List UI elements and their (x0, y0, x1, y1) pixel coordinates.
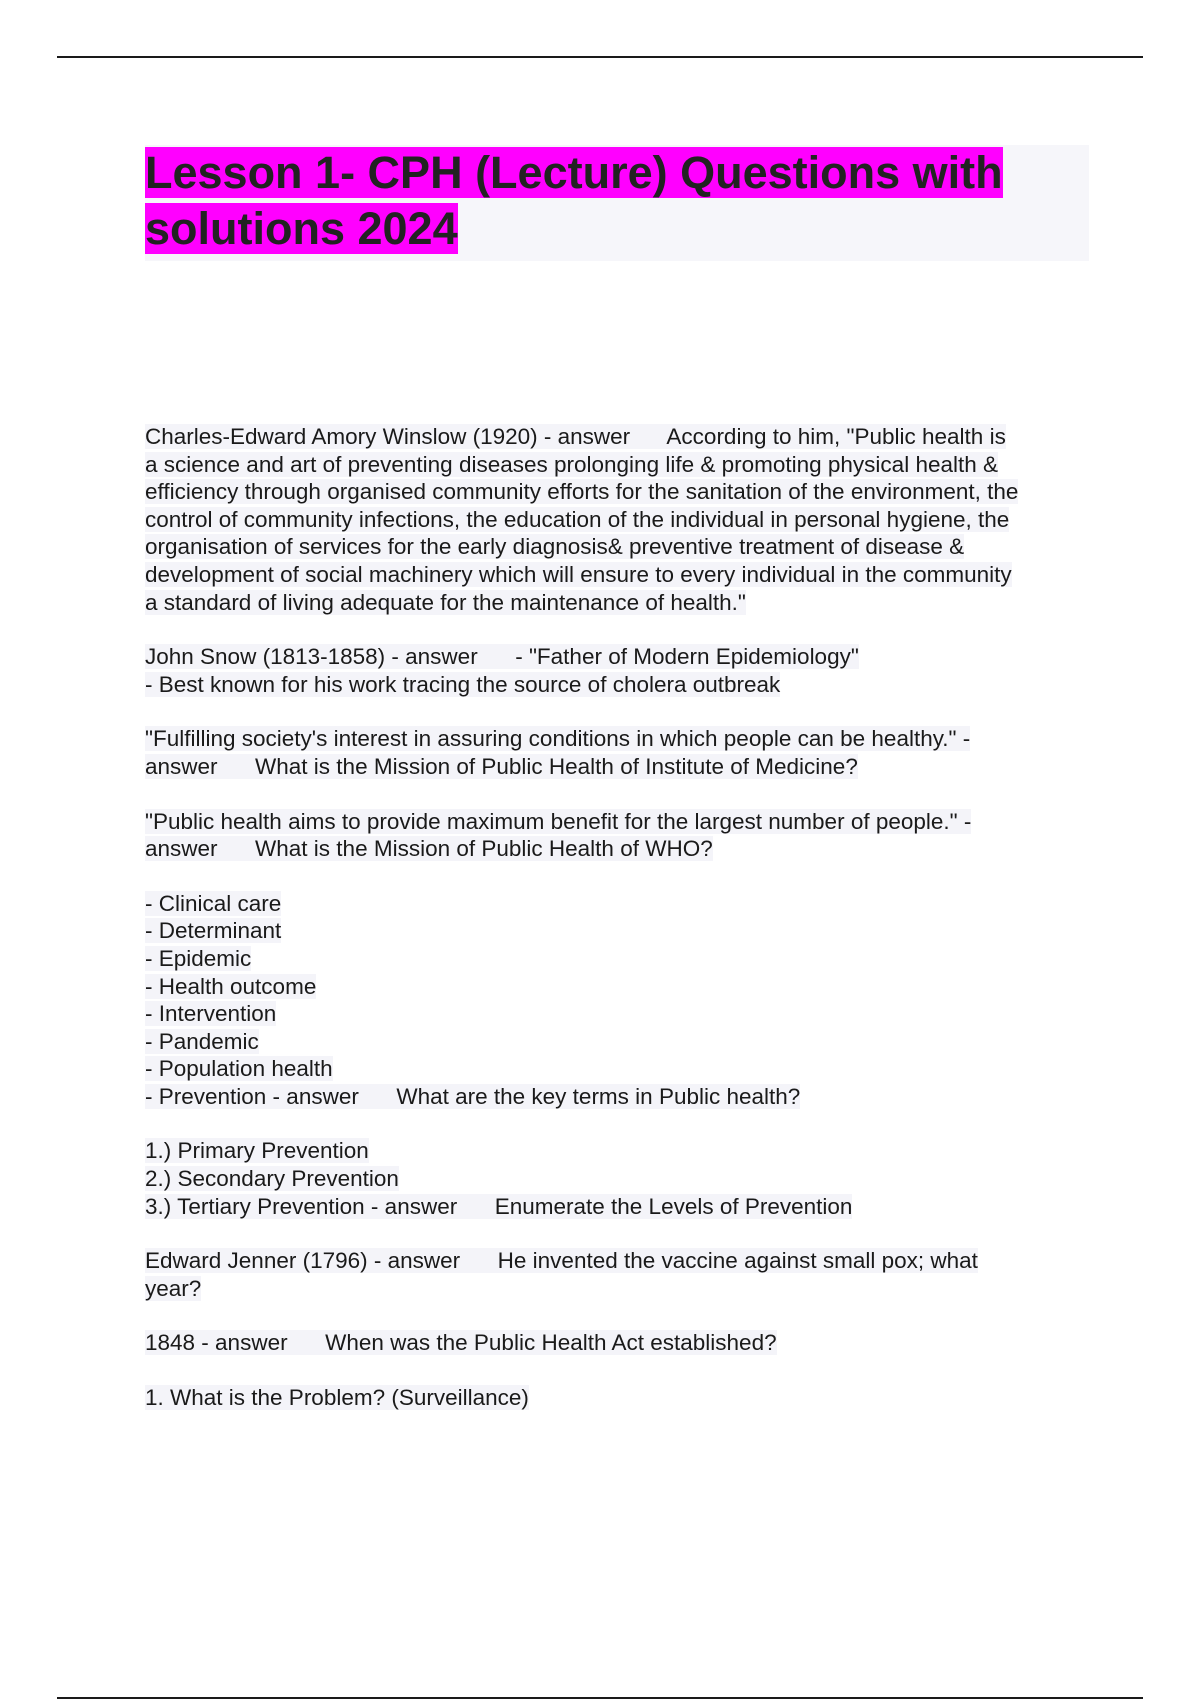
qa-text: - Prevention - answer What are the key terms in Public health? (145, 1083, 801, 1109)
qa-text: control of community infections, the education of the individual in personal hygiene, the (145, 506, 1010, 532)
top-rule (57, 56, 1143, 58)
qa-line (145, 1083, 1095, 1111)
qa-item (145, 1247, 1095, 1302)
qa-item (145, 1384, 1095, 1412)
qa-line (145, 1137, 1095, 1165)
qa-line (145, 1000, 1095, 1028)
qa-line (145, 1193, 1095, 1221)
qa-line (145, 753, 1095, 781)
qa-text: 1848 - answer When was the Public Health Act established? (145, 1330, 777, 1356)
title-line-1: Lesson 1- CPH (Lecture) Questions with (145, 147, 1003, 198)
qa-text: - Best known for his work tracing the source of cholera outbreak (145, 671, 781, 697)
qa-item (145, 643, 1095, 698)
qa-item (145, 808, 1095, 863)
qa-line (145, 451, 1095, 479)
qa-item (145, 423, 1095, 616)
qa-line (145, 890, 1095, 918)
qa-text: 1. What is the Problem? (Surveillance) (145, 1385, 529, 1411)
qa-text: - Health outcome (145, 973, 317, 999)
qa-line (145, 423, 1095, 451)
qa-line (145, 643, 1095, 671)
qa-line (145, 917, 1095, 945)
title-line-2: solutions 2024 (145, 203, 458, 254)
qa-text: a standard of living adequate for the maintenance of health." (145, 589, 746, 615)
qa-item (145, 1329, 1095, 1357)
qa-line (145, 1275, 1095, 1303)
qa-line (145, 1055, 1095, 1083)
qa-text: 3.) Tertiary Prevention - answer Enumerate the Levels of Prevention (145, 1193, 853, 1219)
qa-line (145, 1165, 1095, 1193)
qa-line (145, 1028, 1095, 1056)
qa-text: - Epidemic (145, 945, 252, 971)
qa-line (145, 478, 1095, 506)
qa-item (145, 725, 1095, 780)
qa-text: - Population health (145, 1056, 333, 1082)
qa-line (145, 1384, 1095, 1412)
qa-line (145, 561, 1095, 589)
qa-item (145, 890, 1095, 1111)
qa-line (145, 945, 1095, 973)
qa-text: answer What is the Mission of Public Health of WHO? (145, 836, 713, 862)
qa-line (145, 506, 1095, 534)
qa-text: John Snow (1813-1858) - answer - "Father of Modern Epidemiology" (145, 644, 859, 670)
page-title (145, 145, 1089, 257)
qa-line (145, 973, 1095, 1001)
qa-text: "Fulfilling society's interest in assuring conditions in which people can be healthy." - (145, 726, 971, 752)
qa-line (145, 725, 1095, 753)
qa-text: a science and art of preventing diseases prolonging life & promoting physical health & (145, 451, 999, 477)
qa-text: Edward Jenner (1796) - answer He invented the vaccine against small pox; what (145, 1248, 978, 1274)
qa-line (145, 589, 1095, 617)
qa-line (145, 533, 1095, 561)
qa-text: Charles-Edward Amory Winslow (1920) - answer According to him, "Public health is (145, 424, 1006, 449)
qa-text: - Clinical care (145, 890, 282, 916)
qa-text: efficiency through organised community efforts for the sanitation of the environment, the (145, 479, 1019, 505)
title-block (145, 145, 1089, 261)
qa-text: year? (145, 1275, 202, 1301)
qa-content (145, 423, 1095, 1439)
qa-line (145, 835, 1095, 863)
qa-line (145, 671, 1095, 699)
qa-line (145, 808, 1095, 836)
qa-text: - Pandemic (145, 1028, 259, 1054)
qa-text: - Determinant (145, 918, 282, 944)
qa-text: "Public health aims to provide maximum benefit for the largest number of people." - (145, 808, 972, 834)
qa-item (145, 1137, 1095, 1220)
qa-text: development of social machinery which will ensure to every individual in the community (145, 561, 1012, 587)
qa-text: organisation of services for the early diagnosis& preventive treatment of disease & (145, 534, 965, 560)
bottom-rule (57, 1697, 1143, 1699)
qa-line (145, 1247, 1095, 1275)
qa-text: - Intervention (145, 1001, 277, 1027)
qa-text: 1.) Primary Prevention (145, 1138, 369, 1164)
qa-text: 2.) Secondary Prevention (145, 1166, 399, 1192)
qa-line (145, 1329, 1095, 1357)
qa-text: answer What is the Mission of Public Health of Institute of Medicine? (145, 753, 858, 779)
